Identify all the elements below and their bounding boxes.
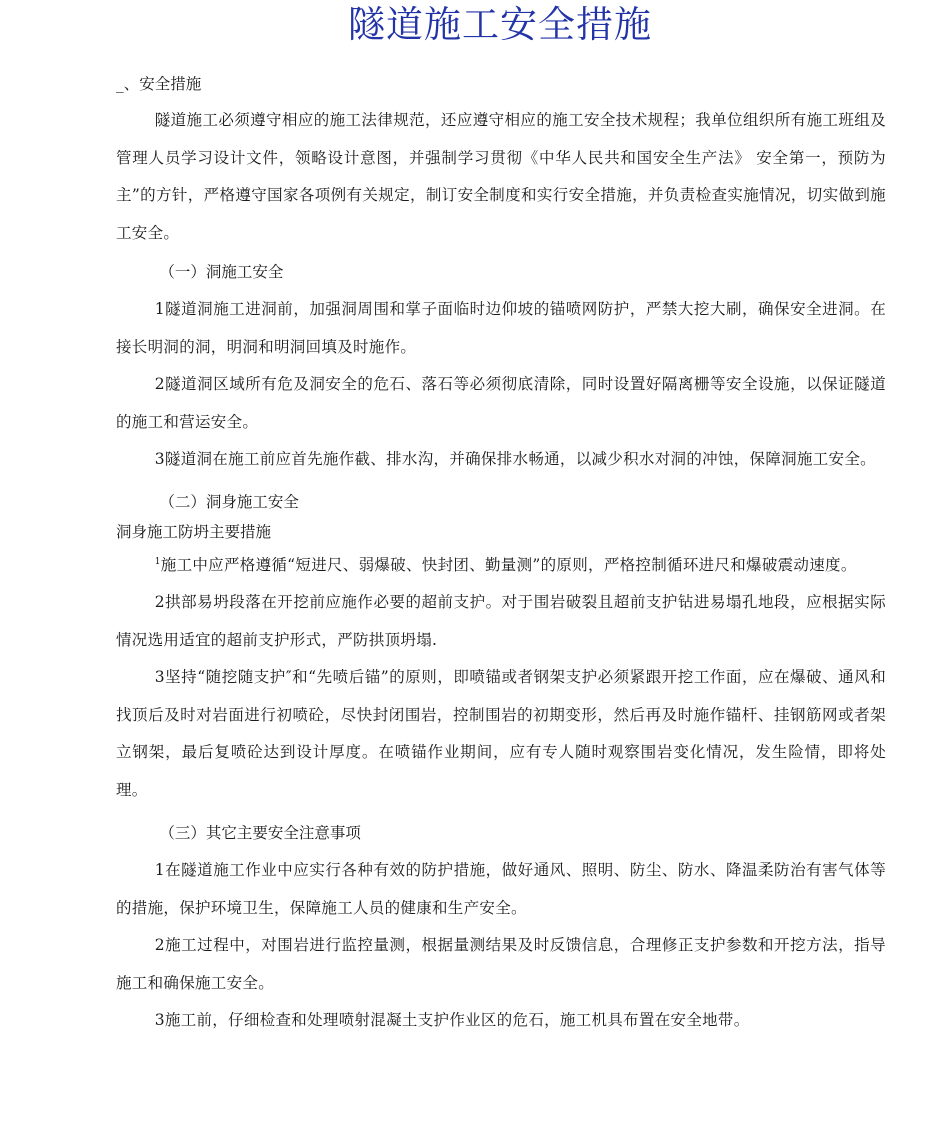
section-3-heading: （三）其它主要安全注意事项	[159, 824, 361, 842]
section-heading: _、安全措施	[116, 75, 202, 93]
section-1-paragraph-1: 1隧道洞施工进洞前，加强洞周围和掌子面临时边仰坡的锚喷网防护，严禁大挖大刷，确保安全进洞。在接长明洞的洞，明洞和明洞回填及时施作。	[116, 300, 886, 356]
section-2-paragraph-1-text: 施工中应严格遵循“短进尺、弱爆破、快封团、勤量测”的原则，严格控制循环进尺和爆破震动速度。	[160, 555, 857, 574]
document-title: 隧道施工安全措施	[348, 3, 652, 46]
section-1-paragraph-2: 2隧道洞区域所有危及洞安全的危石、落石等必须彻底清除，同时设置好隔离栅等安全设施，以保证隧道的施工和营运安全。	[116, 375, 886, 431]
section-3-paragraph-2: 2施工过程中，对围岩进行监控量测，根据量测结果及时反馈信息，合理修正支护参数和开挖方法，指导施工和确保施工安全。	[116, 936, 886, 992]
section-1-heading: （一）洞施工安全	[159, 263, 284, 281]
intro-paragraph: 隧道施工必须遵守相应的施工法律规范，还应遵守相应的施工安全技术规程；我单位组织所有施工班组及管理人员学习设计文件，领略设计意图，并强制学习贯彻《中华人民共和国安全生产法》 安全第一，预防为主”的方针，严格遵守国家各项例有关规定，制订安全制度和实行安全措施，并负责检查实施情况，切实做到施工安全。	[116, 111, 886, 242]
section-2-paragraph-3: 3坚持“随挖随支护″和“先喷后锚”的原则，即喷锚或者钢架支护必须紧跟开挖工作面，应在爆破、通风和找顶后及时对岩面进行初喷砼，尽快封闭围岩，控制围岩的初期变形，然后再及时施作锚杆、挂钢筋网或者架立钢架，最后复喷砼达到设计厚度。在喷锚作业期间，应有专人随时观察围岩变化情况，发生险情，即将处理。	[116, 668, 886, 799]
section-2-heading: （二）洞身施工安全	[159, 492, 299, 511]
section-1-paragraph-3: 3隧道洞在施工前应首先施作截、排水沟，并确保排水畅通，以减少积水对洞的冲蚀，保障洞施工安全。	[154, 450, 876, 468]
section-2-paragraph-2: 2拱部易坍段落在开挖前应施作必要的超前支护。对于围岩破裂且超前支护钻进易塌孔地段，应根据实际情况选用适宜的超前支护形式，严防拱顶坍塌.	[116, 593, 886, 649]
document-body	[116, 66, 886, 1040]
section-3-paragraph-1: 1在隧道施工作业中应实行各种有效的防护措施，做好通风、照明、防尘、防水、降温柔防治有害气体等的措施，保护环境卫生，保障施工人员的健康和生产安全。	[116, 861, 886, 917]
footnote-mark: 1	[154, 556, 161, 567]
section-2-subheading: 洞身施工防坍主要措施	[116, 522, 272, 541]
section-3-paragraph-3: 3施工前，仔细检查和处理喷射混凝土支护作业区的危石，施工机具布置在安全地带。	[154, 1011, 750, 1029]
section-2-paragraph-1	[116, 547, 886, 585]
